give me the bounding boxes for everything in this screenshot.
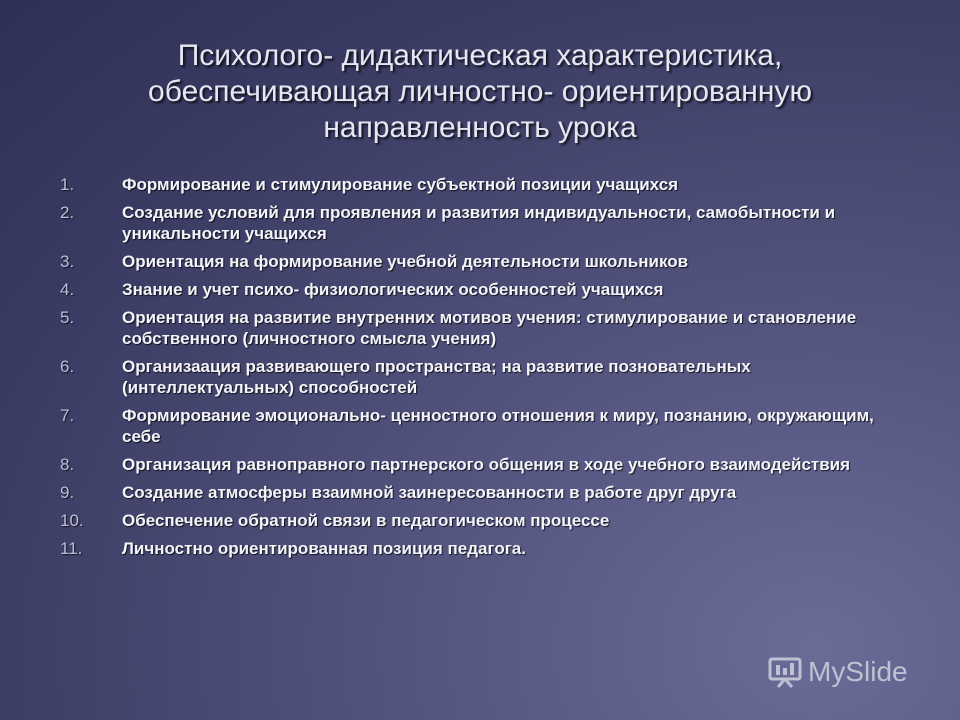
list-item-text: Организаация развивающего пространства; на развитие позновательных (интеллектуальных) способностей	[122, 357, 751, 397]
list-item-number: 1.	[60, 175, 75, 194]
list-item	[60, 510, 890, 531]
list-item	[60, 454, 890, 475]
numbered-list	[60, 174, 890, 566]
list-item-text: Организация равноправного партнерского общения в ходе учебного взаимодействия	[122, 455, 851, 474]
list-item-number: 9.	[60, 483, 75, 502]
list-item-text: Создание условий для проявления и развития индивидуальности, самобытности и уникальности учащихся	[122, 203, 836, 243]
list-item-number: 11.	[60, 539, 83, 558]
list-item-number: 6.	[60, 357, 75, 376]
list-item	[60, 307, 890, 349]
list-item-text: Создание атмосферы взаимной заинересованности в работе друг друга	[122, 483, 737, 502]
list-item	[60, 538, 890, 559]
list-item-text: Знание и учет психо- физиологических особенностей учащихся	[122, 280, 664, 299]
list-item-number: 5.	[60, 308, 75, 327]
list-item	[60, 356, 890, 398]
list-item-number: 10.	[60, 511, 84, 530]
slide-title: Психолого- дидактическая характеристика, обеспечивающая личностно- ориентированную направленность урока	[148, 39, 812, 144]
list-item-text: Ориентация на формирование учебной деятельности школьников	[122, 252, 689, 271]
presentation-screen-icon	[768, 656, 802, 688]
list-item-text: Формирование эмоционально- ценностного отношения к миру, познанию, окружающим, себе	[122, 406, 874, 446]
list-item	[60, 251, 890, 272]
list-item	[60, 279, 890, 300]
list-item-number: 8.	[60, 455, 75, 474]
list-item	[60, 482, 890, 503]
list-item-number: 7.	[60, 406, 75, 425]
list-item-number: 2.	[60, 203, 75, 222]
list-item-text: Ориентация на развитие внутренних мотивов учения: стимулирование и становление собственного (личностного смысла учения)	[122, 308, 857, 348]
list-item-text: Обеспечение обратной связи в педагогическом процессе	[122, 511, 610, 530]
list-item	[60, 202, 890, 244]
list-item-number: 4.	[60, 280, 75, 299]
watermark-text: MySlide	[808, 656, 908, 687]
list-item-text: Формирование и стимулирование субъектной позиции учащихся	[122, 175, 679, 194]
list-item	[60, 174, 890, 195]
list-item	[60, 405, 890, 447]
list-item-number: 3.	[60, 252, 75, 271]
watermark-logo	[768, 656, 908, 688]
list-item-text: Личностно ориентированная позиция педагога.	[122, 539, 526, 558]
